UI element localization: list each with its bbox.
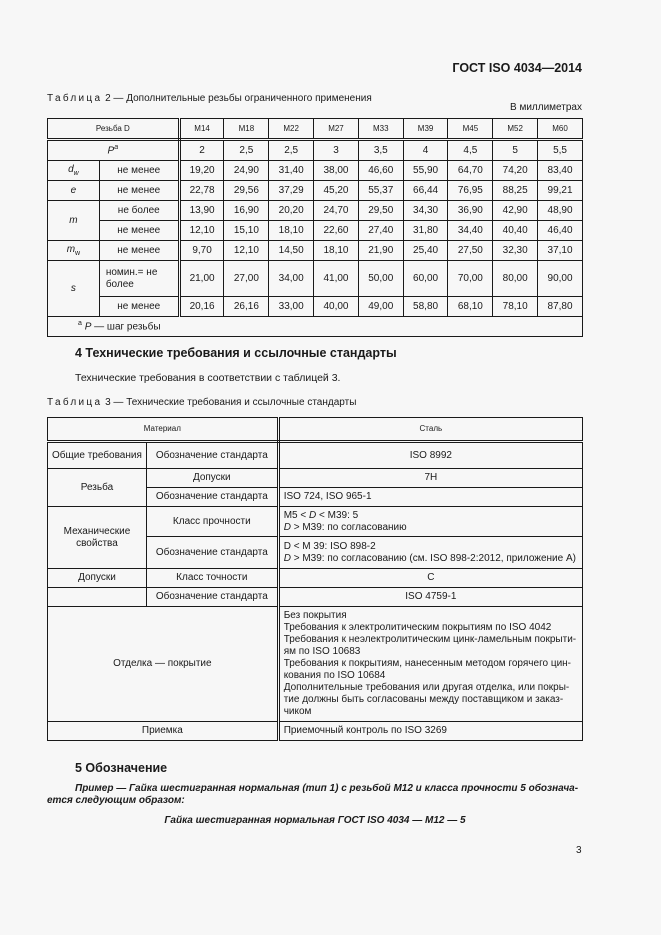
cell: 40,00 [314, 297, 359, 317]
cell: 14,50 [269, 241, 314, 261]
cell: 29,50 [358, 201, 403, 221]
cell: 31,40 [269, 161, 314, 181]
pitch-value: 4 [403, 140, 448, 161]
cell: 21,90 [358, 241, 403, 261]
col-header: M14 [179, 119, 224, 140]
table3-header-row [48, 418, 583, 442]
cell: 80,00 [493, 261, 538, 297]
table2-footnote: $^a$ P — шаг резьбы [48, 317, 583, 337]
cell: 50,00 [358, 261, 403, 297]
cell: 25,40 [403, 241, 448, 261]
thread-tol-label: Допуски [146, 469, 278, 488]
cell: 55,37 [358, 181, 403, 201]
thread-std-value: ISO 724, ISO 965-1 [278, 488, 582, 507]
table-row [48, 201, 583, 221]
cell: 37,29 [269, 181, 314, 201]
row-qualifier: не менее [99, 221, 179, 241]
cell: 70,00 [448, 261, 493, 297]
mech-class-value: M5 < D < M39: 5 D > M39: по согласованию [278, 507, 582, 537]
cell: 38,00 [314, 161, 359, 181]
table-row [48, 297, 583, 317]
cell: 36,90 [448, 201, 493, 221]
section4-text: Технические требования в соответствии с таблицей 3. [75, 372, 341, 384]
cell: 40,40 [493, 221, 538, 241]
cell: 12,10 [179, 221, 224, 241]
cell: 42,90 [493, 201, 538, 221]
cell: 33,00 [269, 297, 314, 317]
pitch-value: 2 [179, 140, 224, 161]
thread-label: Резьба [48, 469, 147, 507]
table-row [48, 181, 583, 201]
table3 [47, 417, 583, 741]
tol-label: Допуски [48, 569, 147, 588]
cell: 24,70 [314, 201, 359, 221]
cell: 26,16 [224, 297, 269, 317]
cell: 22,60 [314, 221, 359, 241]
pitch-value: 3 [314, 140, 359, 161]
table2-units: В миллиметрах [510, 102, 582, 113]
col-header: M52 [493, 119, 538, 140]
row-symbol: $d_w$ [48, 161, 100, 181]
cell: 27,50 [448, 241, 493, 261]
general-value: ISO 8992 [278, 442, 582, 469]
table-row [48, 507, 583, 537]
row-qualifier: не менее [99, 241, 179, 261]
tol-std-value: ISO 4759-1 [278, 588, 582, 607]
table2 [47, 118, 583, 337]
cell: 12,10 [224, 241, 269, 261]
pitch-row [48, 140, 583, 161]
table-row [48, 607, 583, 722]
table-row [48, 442, 583, 469]
cell: 31,80 [403, 221, 448, 241]
cell: 68,10 [448, 297, 493, 317]
mech-std-label: Обозначение стандарта [146, 537, 278, 569]
table-row [48, 241, 583, 261]
cell: 20,16 [179, 297, 224, 317]
table2-header-row [48, 119, 583, 140]
row-qualifier: не менее [99, 297, 179, 317]
cell: 48,90 [538, 201, 583, 221]
table2-caption-label: Таблица [47, 93, 103, 104]
cell: 90,00 [538, 261, 583, 297]
table-row [48, 261, 583, 297]
cell: 87,80 [538, 297, 583, 317]
general-sub: Обозначение стандарта [146, 442, 278, 469]
cell: 37,10 [538, 241, 583, 261]
cell: 19,20 [179, 161, 224, 181]
cell: 27,40 [358, 221, 403, 241]
cell: 41,00 [314, 261, 359, 297]
row-qualifier: не менее [99, 181, 179, 201]
table2-caption-text: 2 — Дополнительные резьбы ограниченного применения [102, 93, 372, 104]
tol-class-value: C [278, 569, 582, 588]
pitch-value: 4,5 [448, 140, 493, 161]
cell: 13,90 [179, 201, 224, 221]
col-header: M27 [314, 119, 359, 140]
cell: 55,90 [403, 161, 448, 181]
cell: 76,95 [448, 181, 493, 201]
cell: 32,30 [493, 241, 538, 261]
cell: 46,60 [358, 161, 403, 181]
cell: 45,20 [314, 181, 359, 201]
row-symbol: e [48, 181, 100, 201]
cell: 24,90 [224, 161, 269, 181]
section4-title: 4 Технические требования и ссылочные стандарты [75, 346, 397, 360]
mech-class-label: Класс прочности [146, 507, 278, 537]
cell: 27,00 [224, 261, 269, 297]
cell: 20,20 [269, 201, 314, 221]
cell: 49,00 [358, 297, 403, 317]
cell: 9,70 [179, 241, 224, 261]
cell: 88,25 [493, 181, 538, 201]
acceptance-label: Приемка [48, 722, 279, 741]
cell: 18,10 [314, 241, 359, 261]
finish-value: Без покрытия Требования к электролитическим покрытиям по ISO 4042 Требования к неэлектролитическим цинк-ламельным покрыти-ям по ISO 10683 Требования к покрытиям, нанесенным методом горячего цин-кования по ISO 10684 Дополнительные требования или другая отделка, или покры-тие должны быть согласованы между поставщиком и заказ-чиком [278, 607, 582, 722]
material-header: Материал [48, 418, 279, 442]
cell: 15,10 [224, 221, 269, 241]
tol-class-label: Класс точности [146, 569, 278, 588]
col-header: M60 [538, 119, 583, 140]
col-header: M33 [358, 119, 403, 140]
cell: 46,40 [538, 221, 583, 241]
thread-header: Резьба D [48, 119, 180, 140]
table3-caption-text: 3 — Технические требования и ссылочные стандарты [102, 397, 357, 408]
page-number: 3 [576, 845, 582, 856]
pitch-value: 5,5 [538, 140, 583, 161]
row-qualifier: номин.= не более [99, 261, 179, 297]
cell: 34,40 [448, 221, 493, 241]
steel-header: Сталь [278, 418, 582, 442]
cell: 21,00 [179, 261, 224, 297]
table-row [48, 221, 583, 241]
cell: 34,30 [403, 201, 448, 221]
cell: 29,56 [224, 181, 269, 201]
cell: 66,44 [403, 181, 448, 201]
section5-example: Пример — Гайка шестигранная нормальная (тип 1) с резьбой M12 и класса прочности 5 обознача-ется следующим образом: [47, 783, 579, 806]
cell: 18,10 [269, 221, 314, 241]
table3-caption-label: Таблица [47, 397, 103, 408]
cell: 99,21 [538, 181, 583, 201]
cell: 16,90 [224, 201, 269, 221]
row-symbol: $m_w$ [48, 241, 100, 261]
pitch-value: 5 [493, 140, 538, 161]
mech-std-value: D < M 39: ISO 898-2 D > M39: по согласованию (см. ISO 898-2:2012, приложение A) [278, 537, 582, 569]
pitch-value: 3,5 [358, 140, 403, 161]
col-header: M22 [269, 119, 314, 140]
col-header: M45 [448, 119, 493, 140]
general-label: Общие требования [48, 442, 147, 469]
pitch-value: 2,5 [269, 140, 314, 161]
tol-empty [48, 588, 147, 607]
cell: 64,70 [448, 161, 493, 181]
col-header: M39 [403, 119, 448, 140]
table-row [48, 588, 583, 607]
cell: 78,10 [493, 297, 538, 317]
finish-label: Отделка — покрытие [48, 607, 279, 722]
row-qualifier: не менее [99, 161, 179, 181]
table-row [48, 569, 583, 588]
table2-footnote-row [48, 317, 583, 337]
row-symbol: m [48, 201, 100, 241]
section5-designation: Гайка шестигранная нормальная ГОСТ ISO 4034 — M12 — 5 [164, 815, 466, 826]
col-header: M18 [224, 119, 269, 140]
table-row [48, 161, 583, 181]
cell: 60,00 [403, 261, 448, 297]
table-row [48, 722, 583, 741]
section5-title: 5 Обозначение [75, 761, 168, 775]
cell: 83,40 [538, 161, 583, 181]
cell: 22,78 [179, 181, 224, 201]
table2-caption [47, 93, 372, 104]
mech-label: Механические свойства [48, 507, 147, 569]
cell: 74,20 [493, 161, 538, 181]
acceptance-value: Приемочный контроль по ISO 3269 [278, 722, 582, 741]
cell: 58,80 [403, 297, 448, 317]
document-code: ГОСТ ISO 4034—2014 [452, 61, 582, 75]
row-qualifier: не более [99, 201, 179, 221]
pitch-label: $P^a$ [48, 140, 180, 161]
tol-std-label: Обозначение стандарта [146, 588, 278, 607]
cell: 34,00 [269, 261, 314, 297]
table-row [48, 469, 583, 488]
pitch-value: 2,5 [224, 140, 269, 161]
row-symbol: s [48, 261, 100, 317]
thread-std-label: Обозначение стандарта [146, 488, 278, 507]
table3-caption [47, 397, 356, 408]
thread-tol-value: 7H [278, 469, 582, 488]
